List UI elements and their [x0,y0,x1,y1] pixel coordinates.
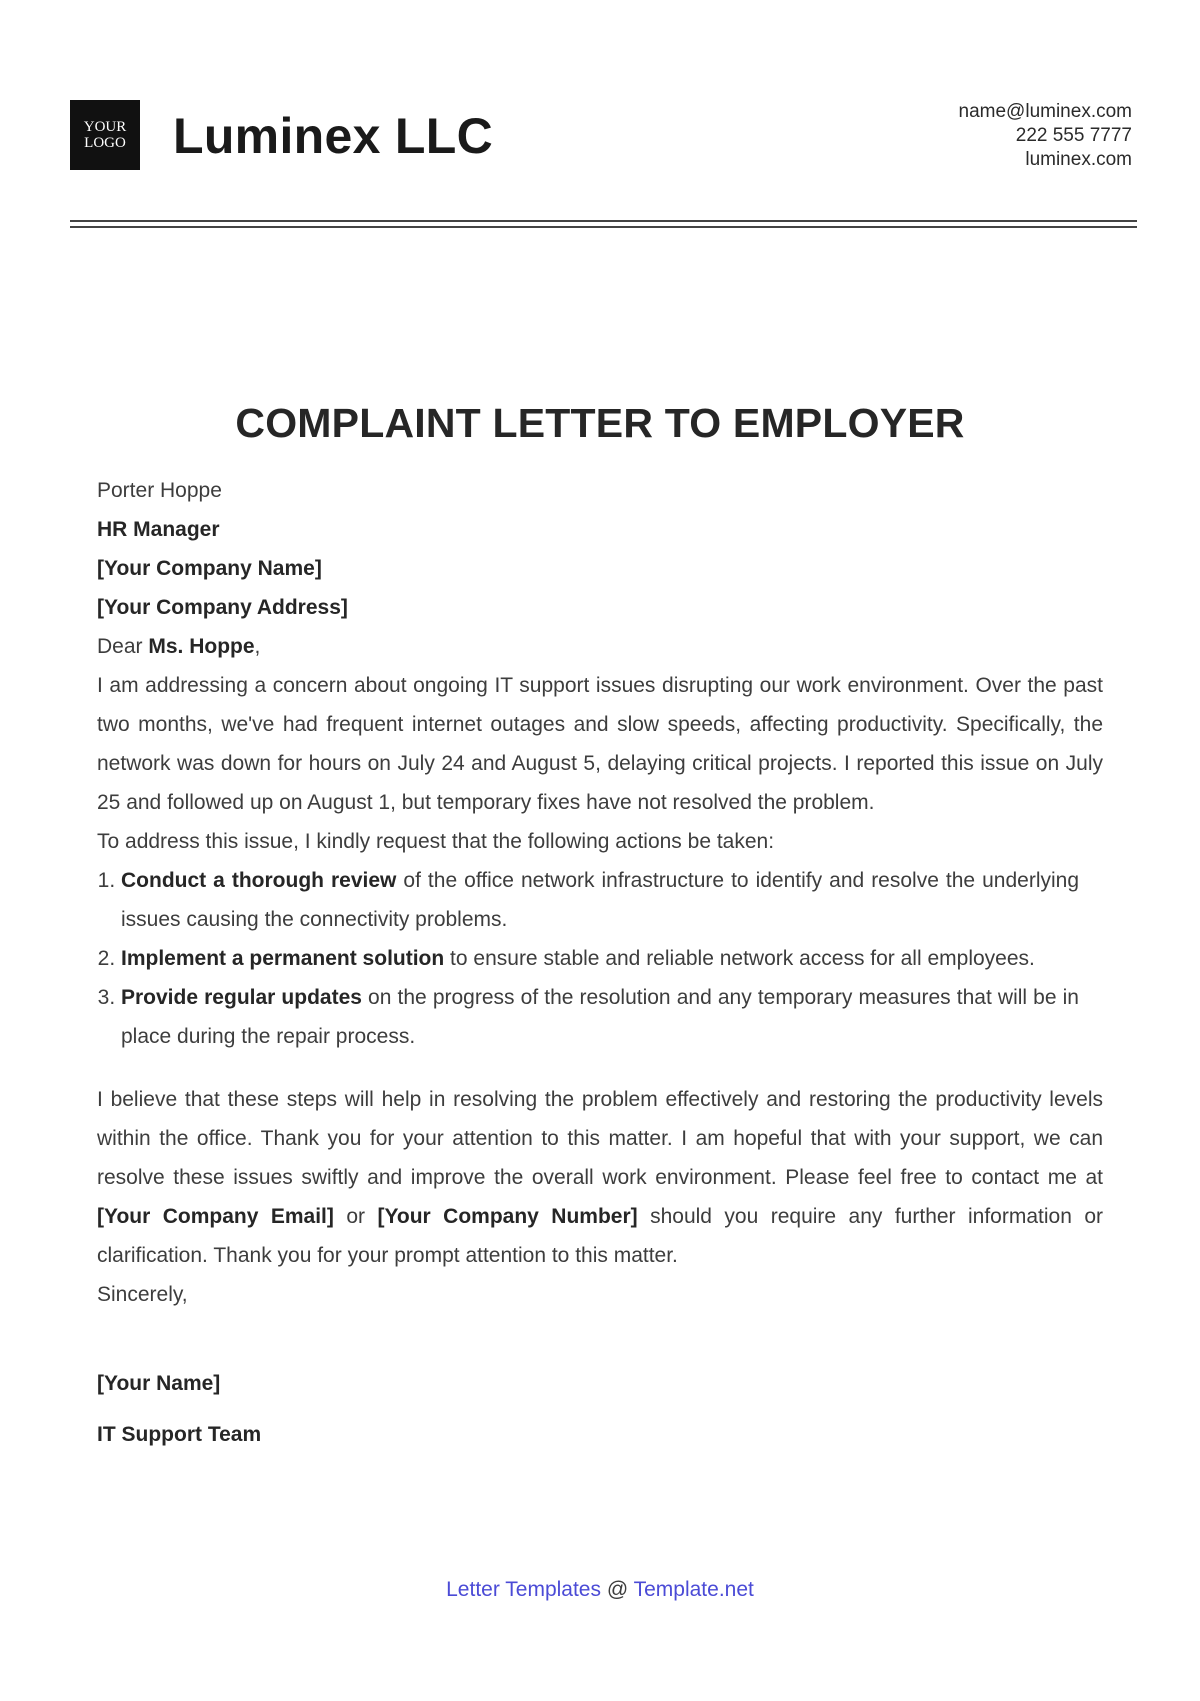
signature-name: [Your Name] [97,1372,221,1395]
paragraph-closing: I believe that these steps will help in resolving the problem effectively and restoring the productivity levels within the office. Thank you for your attention to this matter. I am hopeful that with your support, we can resolve these issues swiftly and improve the overall work environment. Please feel free to contact me at [Your Company Email] or [Your Company Number] should you require any further information or clarification. Thank you for your prompt attention to this matter. [97,1088,1103,1267]
list-item: 1. Conduct a thorough review of the office network infrastructure to identify and resolve the underlying issues causing the connectivity problems. [121,861,1079,939]
recipient-role: HR Manager [97,518,220,541]
greeting: Dear Ms. Hoppe, [97,635,261,658]
greeting-name: Ms. Hoppe [148,635,255,658]
logo-line-1: YOUR [83,119,127,135]
paragraph-issue: I am addressing a concern about ongoing IT support issues disrupting our work environment. Over the past two months, we've had frequent internet outages and slow speeds, affecting productivity. Specifically, the network was down for hours on July 24 and August 5, delaying critical projects. I reported this issue on July 25 and followed up on August 1, but temporary fixes have not resolved the problem. [97,674,1103,814]
company-name: Luminex LLC [173,108,493,164]
request-intro: To address this issue, I kindly request that the following actions be taken: [97,830,775,853]
placeholder-email: [Your Company Email] [97,1205,334,1228]
recipient-address: [Your Company Address] [97,596,348,619]
footer-separator: @ [601,1578,634,1601]
signoff: Sincerely, [97,1283,188,1306]
header-divider-top [70,220,1137,222]
signature-team: IT Support Team [97,1423,262,1446]
letter-body [97,471,1103,1454]
letterhead [70,100,1132,172]
letter-title: COMPLAINT LETTER TO EMPLOYER [235,400,965,446]
footer-credit [0,1578,1200,1602]
footer-link-template-net[interactable]: Template.net [633,1578,754,1601]
contact-email: name@luminex.com [958,101,1132,122]
list-item: 3. Provide regular updates on the progress of the resolution and any temporary measures that will be in place during the repair process. [121,978,1079,1056]
header-divider-bottom [70,226,1137,228]
action-list [97,861,1079,1056]
recipient-company: [Your Company Name] [97,557,322,580]
recipient-name: Porter Hoppe [97,479,222,502]
contact-phone: 222 555 7777 [1015,125,1132,146]
logo-line-2: LOGO [84,135,126,151]
company-logo [70,100,140,170]
contact-info [959,100,1132,172]
contact-website: luminex.com [1025,149,1132,170]
footer-link-letter-templates[interactable]: Letter Templates [446,1578,601,1601]
list-item: 2. Implement a permanent solution to ensure stable and reliable network access for all employees. [121,939,1079,978]
placeholder-number: [Your Company Number] [377,1205,638,1228]
